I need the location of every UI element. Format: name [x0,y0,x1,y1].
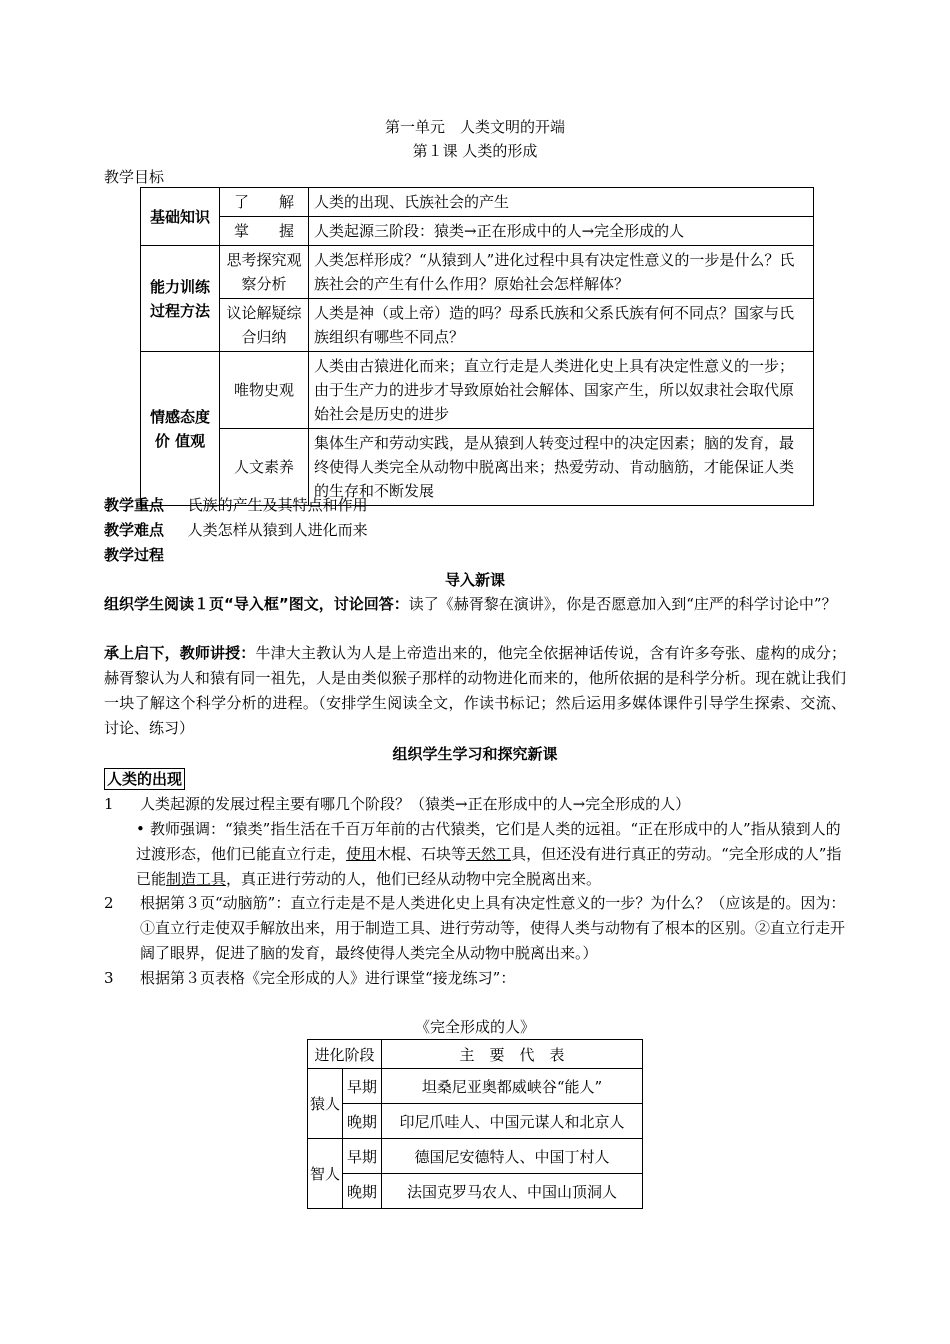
table-row [141,352,814,429]
key-point-text: 氏族的产生及其特点和作用 [187,496,368,514]
section-title: 人类的出现 [104,768,185,790]
representative: 印尼爪哇人、中国元谋人和北京人 [382,1104,643,1139]
header-representative: 主 要 代 表 [382,1040,643,1069]
transition-lead: 承上启下，教师讲授： [104,644,256,662]
list-item [104,891,846,966]
teacher-note [136,817,846,892]
note-underline: 制造工具 [166,870,227,888]
teaching-goals-label: 教学目标 [104,168,165,186]
category-emotion: 情感态度价 值观 [141,352,220,506]
text-think: 人类怎样形成？“从猿到人”进化过程中具有决定性意义的一步是什么？氏族社会的产生有什么作用？原始社会怎样解体？ [309,246,814,299]
transition-text: 牛津大主教认为人是上帝造出来的，他完全依据神话传说，含有许多夸张、虚构的成分；赫胥黎认为人和猿有同一祖先，人是由类似猴子那样的动物进化而来的，他所依据的是科学分析。现在就让我们一块了解这个科学分析的进程。（安排学生阅读全文，作读书标记；然后运用多媒体课件引导学生探索、交流、讨论、练习） [104,644,846,737]
difficulty-text: 人类怎样从猿到人进化而来 [187,521,368,539]
table-row [141,246,814,299]
process-label: 教学过程 [104,546,165,564]
transition-paragraph [104,641,846,741]
note-underline: 使用 [346,845,377,863]
table-caption: 《完全形成的人》 [414,1018,535,1036]
note-text: ，真正进行劳动的人，他们已经从动物中完全脱离出来。 [226,870,602,888]
representative: 德国尼安德特人、中国丁村人 [382,1139,643,1174]
table-row [308,1139,643,1174]
text-understand: 人类的出现、氏族社会的产生 [309,188,814,217]
sub-discuss: 议论解疑综合归纳 [220,299,309,352]
note-text: 具，但还没有进行真正的劳动。“完全形成的人”指已能 [136,845,842,888]
table-row [141,217,814,246]
item-text: 根据第３页“动脑筋”：直立行走是不是人类进化史上具有决定性意义的一步？为什么？（应该是的。因为：①直立行走使双手解放出来，用于制造工具、进行劳动等，使得人类与动物有了根本的区别。②直立行走开阔了眼界，促进了脑的发育，最终使得人类完全从动物中脱离出来。） [140,894,846,962]
item-number: 2 [104,894,114,912]
intro-text: 读了《赫胥黎在演讲》，你是否愿意加入到“庄严的科学讨论中”？ [408,595,837,613]
sub-think: 思考探究观察分析 [220,246,309,299]
sub-master: 掌 握 [220,217,309,246]
sub-understand: 了 解 [220,188,309,217]
table-header-row [308,1040,643,1069]
period: 早期 [343,1139,382,1174]
list-item [104,966,846,991]
item-text: 根据第３页表格《完全形成的人》进行课堂“接龙练习”： [140,969,516,987]
representative: 法国克罗马农人、中国山顶洞人 [382,1174,643,1209]
category-ability: 能力训练过程方法 [141,246,220,352]
header-stage: 进化阶段 [308,1040,382,1069]
text-discuss: 人类是神（或上帝）造的吗？母系氏族和父系氏族有何不同点？国家与氏族组织有哪些不同点？ [309,299,814,352]
lesson-title: 第１课 人类的形成 [412,142,538,160]
item-number: 1 [104,795,114,813]
text-materialism: 人类由古猿进化而来；直立行走是人类进化史上具有决定性意义的一步；由于生产力的进步才导致原始社会解体、国家产生，所以奴隶社会取代原始社会是历史的进步 [309,352,814,429]
table-row [308,1069,643,1104]
table-row [141,188,814,217]
item-text: 人类起源的发展过程主要有哪几个阶段？（猿类→正在形成中的人→完全形成的人） [140,795,691,813]
sub-materialism: 唯物史观 [220,352,309,429]
note-text: 木棍、石块等 [376,845,467,863]
intro-heading: 导入新课 [444,571,505,589]
group-name: 智人 [308,1139,343,1209]
table-row [308,1104,643,1139]
text-humanities: 集体生产和劳动实践，是从猿到人转变过程中的决定因素；脑的发育，最终使得人类完全从动物中脱离出来；热爱劳动、肯动脑筋，才能保证人类的生存和不断发展 [309,429,814,506]
humans-table [307,1039,643,1209]
category-knowledge: 基础知识 [141,188,220,246]
intro-paragraph [104,592,846,617]
objectives-table [140,187,814,506]
period: 晚期 [343,1104,382,1139]
unit-title: 第一单元 人类文明的开端 [384,118,565,136]
representative: 坦桑尼亚奥都威峡谷“能人” [382,1069,643,1104]
study-heading: 组织学生学习和探究新课 [392,745,558,763]
difficulty-label: 教学难点 [104,521,165,539]
item-number: 3 [104,969,114,987]
bullet: • [136,820,145,838]
intro-lead: 组织学生阅读１页“导入框”图文，讨论回答： [104,595,409,613]
key-point-line [104,494,368,515]
text-master: 人类起源三阶段：猿类→正在形成中的人→完全形成的人 [309,217,814,246]
key-point-label: 教学重点 [104,496,165,514]
period: 早期 [343,1069,382,1104]
note-underline: 天然工 [466,845,512,863]
table-row [141,299,814,352]
list-item [104,792,846,817]
sub-humanities: 人文素养 [220,429,309,506]
table-row [308,1174,643,1209]
group-name: 猿人 [308,1069,343,1139]
period: 晚期 [343,1174,382,1209]
difficulty-line [104,519,368,540]
note-text: 教师强调：“猿类”指生活在千百万年前的古代猿类，它们是人类的远祖。“正在形成中的人”指从猿到人的过渡形态，他们已能直立行走， [136,820,841,863]
